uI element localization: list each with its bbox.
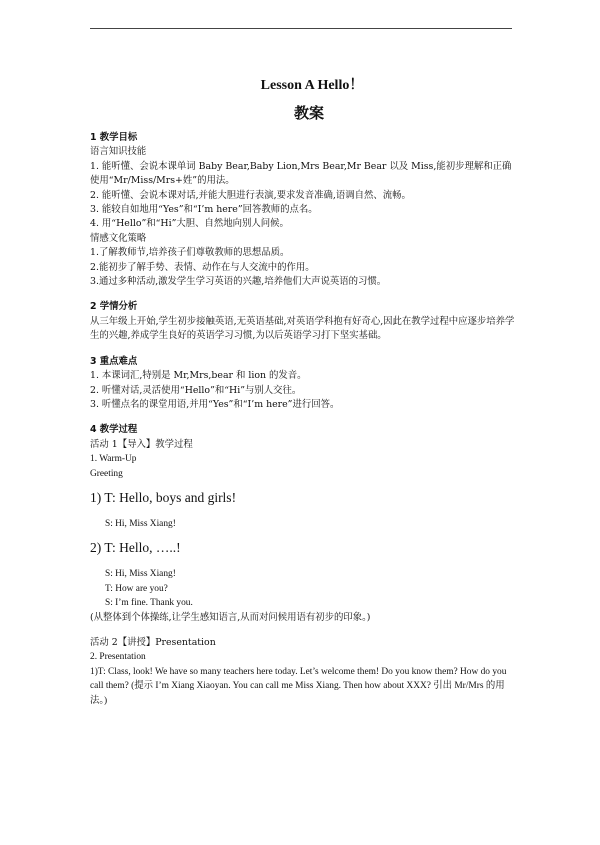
goal-item: 3. 能较自如地用“Yes”和“I’m here”回答教师的点名。 <box>90 204 318 216</box>
emotion-item: 2.能初步了解手势、表情、动作在与人交流中的作用。 <box>90 261 315 273</box>
section-heading-analysis: 2 学情分析 <box>90 301 138 313</box>
dialog-2-teacher: 2) T: Hello, …..! <box>90 540 181 556</box>
key-point-item: 2. 听懂对话,灵活使用“Hello”和“Hi”与别人交往。 <box>90 384 302 396</box>
dialog-1-student: S: Hi, Miss Xiang! <box>105 518 176 529</box>
key-point-item: 1. 本课词汇,特别是 Mr,Mrs,bear 和 lion 的发音。 <box>90 370 307 382</box>
dialog-line: S: I’m fine. Thank you. <box>105 598 193 609</box>
goal-item: 4. 用“Hello”和“Hi”大胆、自然地向别人问候。 <box>90 218 289 230</box>
emotion-item: 1.了解教师节,培养孩子们尊敬教师的思想品质。 <box>90 247 290 259</box>
practice-note: (从整体到个体操练,让学生感知语言,从而对问候用语有初步的印象。) <box>90 611 371 623</box>
analysis-text: 从三年级上开始,学生初步接触英语,无英语基础,对英语学科抱有好奇心,因此在教学过程中应逐步培养学生的兴趣,养成学生良好的英语学习习惯,为以后英语学习打下坚实基础。 <box>90 315 515 342</box>
presentation-paragraph: 1)T: Class, look! We have so many teachers here today. Let’s welcome them! Do you know them? How do you call them? (提示 I’m Xiang Xiaoyan. You can call me Miss Xiang. Then how about XXX? 引出 Mr/Mrs 的用法。) <box>90 666 507 706</box>
document-subtitle: 教案 <box>293 104 324 122</box>
emotion-item: 3.通过多种活动,激发学生学习英语的兴趣,培养他们大声说英语的习惯。 <box>90 276 387 288</box>
subheading-language-skills: 语言知识技能 <box>90 146 147 158</box>
goal-item: 1. 能听懂、会说本课单词 Baby Bear,Baby Lion,Mrs Bear,Mr Bear 以及 Miss,能初步理解和正确使用“Mr/Miss/Mrs+姓”的用法。 <box>90 160 512 187</box>
document-body <box>90 76 520 708</box>
warmup-heading: 1. Warm-Up <box>90 454 137 465</box>
section-heading-goals: 1 教学目标 <box>90 132 138 143</box>
lesson-title: Lesson A Hello！ <box>260 78 364 93</box>
presentation-heading: 2. Presentation <box>90 652 146 663</box>
dialog-1-teacher: 1) T: Hello, boys and girls! <box>90 489 237 505</box>
subheading-emotion-culture: 情感文化策略 <box>90 232 147 244</box>
goal-item: 2. 能听懂、会说本课对话,并能大胆进行表演,要求发音准确,语调自然、流畅。 <box>90 189 411 201</box>
activity-1-heading: 活动 1【导入】教学过程 <box>90 438 193 450</box>
section-heading-process: 4 教学过程 <box>90 424 138 436</box>
greeting-label: Greeting <box>90 468 123 479</box>
activity-2-heading: 活动 2【讲授】Presentation <box>90 636 216 648</box>
dialog-line: S: Hi, Miss Xiang! <box>105 569 176 580</box>
dialog-line: T: How are you? <box>105 583 168 594</box>
section-heading-key-points: 3 重点难点 <box>90 355 138 367</box>
key-point-item: 3. 听懂点名的课堂用语,并用“Yes”和“I’m here”进行回答。 <box>90 398 340 410</box>
header-rule <box>90 28 512 29</box>
